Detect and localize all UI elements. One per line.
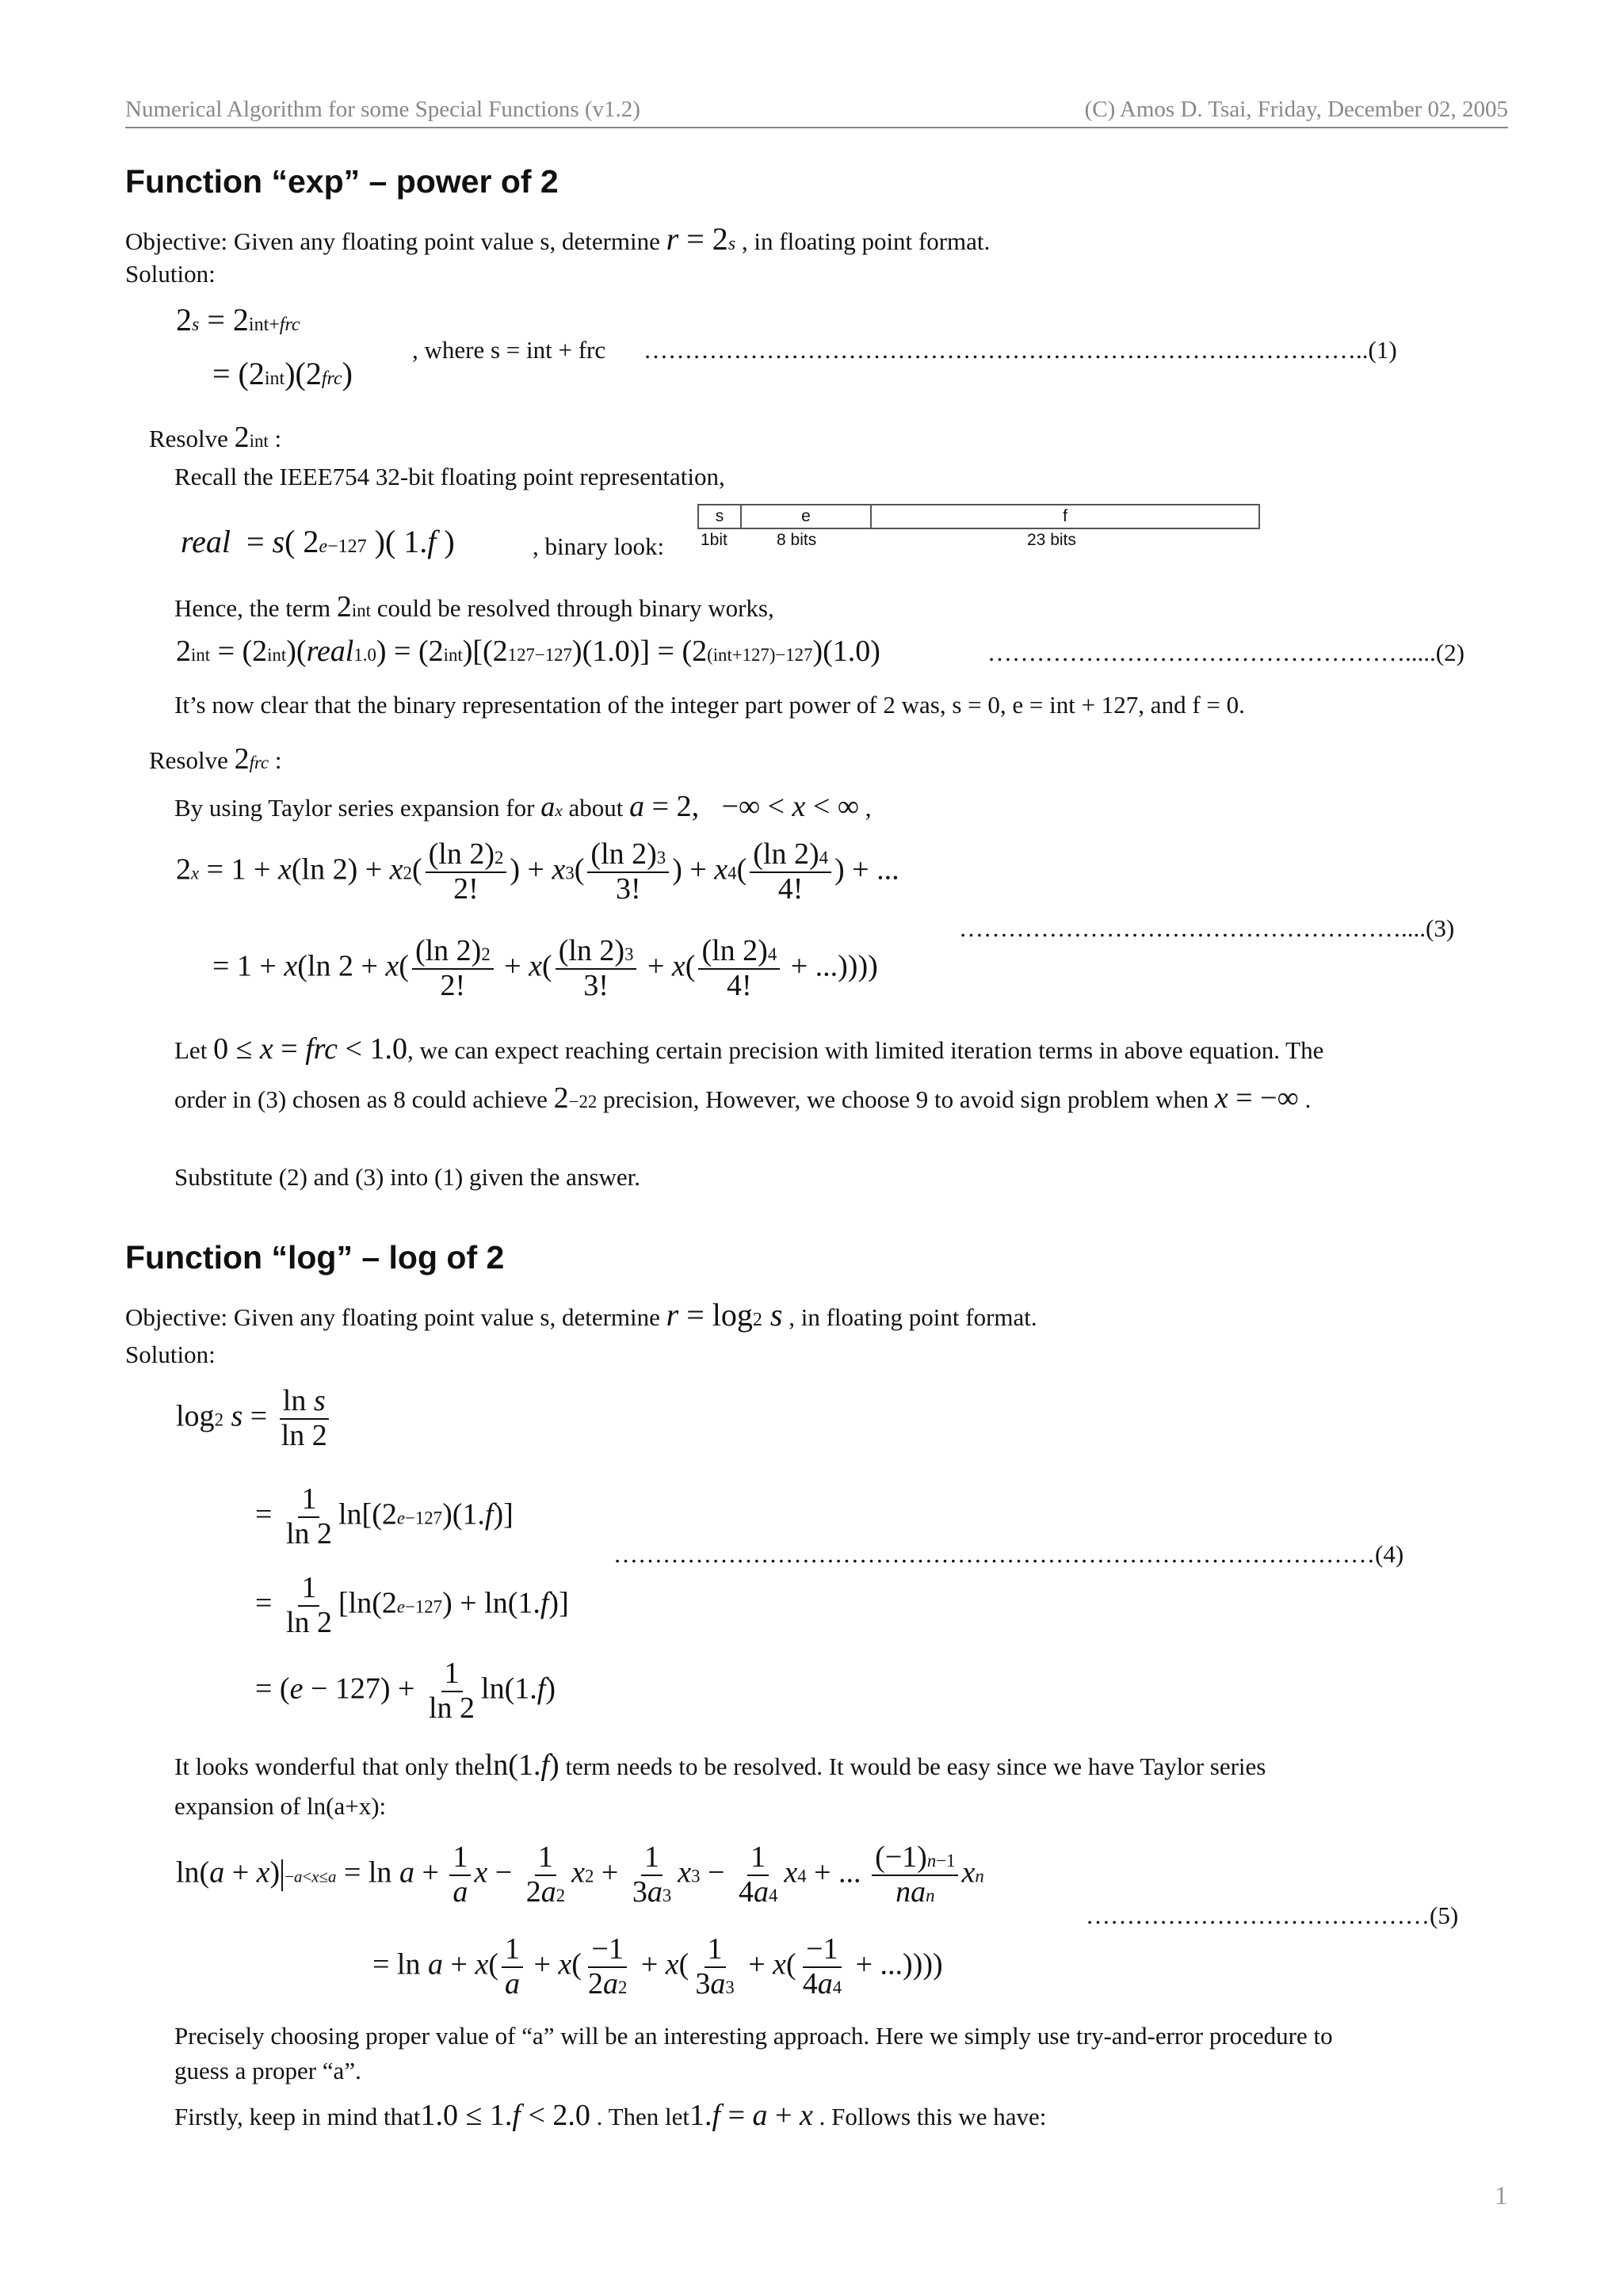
firstly-line: Firstly, keep in mind that1.0 ≤ 1.f < 2.0 . Then let1.f = a + x . Follows this we have: — [174, 2099, 1047, 2132]
eq3-line2: = 1 + x(ln 2 + x( $\frac{(\ln 2)^2}{2!}$ + x( $\frac{(\ln 2)^3}{3!}$ + x( $\frac{(\ln 2)^4}{4!}$ + ...)))) — [212, 934, 878, 1002]
real-representation: real = s( $2^{e-127}$ )( 1.f ) — [181, 524, 455, 559]
precisely-line2: guess a proper “a”. — [174, 2057, 361, 2084]
log-solution-label: Solution: — [125, 1341, 216, 1368]
clear-statement: It’s now clear that the binary representation of the integer part power of 2 was, s = 0, e = int + 127, and f = 0. — [174, 691, 1245, 719]
binary-look-label: , binary look: — [533, 532, 665, 560]
header-author-date: (C) Amos D. Tsai, Friday, December 02, 2005 — [1084, 97, 1508, 122]
page-header — [125, 97, 1508, 128]
eq3-line1: $2^x = 1 + x(\ln$ $2) + x^2$( $\frac{(\ln 2)^2}{2!}$ ) + $x^3$( $\frac{(\ln 2)^3}{3!}$ ) + $x^4$( $\frac{(\ln 2)^4}{4!}$ ) + ... — [176, 837, 899, 906]
eq4-line1: $\log_2 s$ = $\frac{\text{ln s}}{\ln 2}$ — [176, 1384, 327, 1452]
taylor-intro: By using Taylor series expansion for $a^x$ about a = 2, −∞ < x < ∞ , — [174, 790, 872, 823]
substitute-line: Substitute (2) and (3) into (1) given the answer. — [174, 1163, 641, 1191]
eq3-number: ………………………………………………....(3) — [959, 914, 1455, 942]
eq1-where: , where s = int + frc — [412, 336, 606, 364]
log-objective: Objective: Given any floating point value s, determine $r = \log_2 s$ , in floating point format. — [125, 1297, 1037, 1333]
eq4-line2: = $\frac{1}{\ln 2}$ $\ln[(2^{e-127})(1.f)]$ — [255, 1482, 514, 1550]
resolve-int: Resolve $2^{int}$ : — [149, 421, 282, 454]
expansion-label: expansion of ln(a+x): — [174, 1792, 387, 1820]
bit-len-f: 23 bits — [1027, 531, 1076, 549]
resolve-frc: Resolve $2^{frc}$ : — [149, 742, 282, 776]
order-line: order in (3) chosen as 8 could achieve $2^{-22}$ precision, However, we choose 9 to avoid sign problem when x = −∞ . — [174, 1081, 1312, 1115]
bit-len-s: 1bit — [701, 531, 727, 549]
bit-field-e: e — [742, 505, 872, 528]
let-line: Let 0 ≤ x = frc < 1.0, we can expect reaching certain precision with limited iteration terms in above equation. The — [174, 1032, 1324, 1066]
bit-field-s: s — [699, 505, 742, 528]
eq5-number: ……………………………………(5) — [1086, 1901, 1459, 1929]
eq4-line4: = (e − 127) + $\frac{1}{\ln 2}$ ln(1.f) — [255, 1657, 556, 1725]
exp-solution-label: Solution: — [125, 260, 216, 288]
looks-line: It looks wonderful that only theln(1.f) term needs to be resolved. It would be easy since we have Taylor series — [174, 1749, 1266, 1782]
section-log-title: Function “log” – log of 2 — [125, 1239, 505, 1276]
bit-len-e: 8 bits — [777, 531, 817, 549]
eq2-number: …………………………………………….....(2) — [987, 639, 1465, 666]
eq2: $2^{int}$ = $(2^{int})(real_{1.0}) = (2^{int})[(2^{127-127})(1.0)] = (2^{(int+127)-127})(1.0)$ — [176, 635, 880, 668]
eq4-number: …………………………………………………………………………………(4) — [613, 1540, 1404, 1568]
eq1-number: ……………………………………………………………………………..(1) — [643, 336, 1397, 364]
section-exp-title: Function “exp” – power of 2 — [125, 163, 559, 200]
header-title: Numerical Algorithm for some Special Functions (v1.2) — [125, 97, 640, 122]
eq1-line2: = $(2^{int})(2^{frc})$ — [212, 356, 353, 391]
eq5-line1: ln(a + x) $_{-a<x\le a}$ = ln a + $\frac{1}{a}$ x − $\frac{1}{2a^2}$ $x^2$ + $\frac{1}{3a^3}$ $x^3$ − $\frac{1}{4a^4}$ $x^4$ + ... $\frac{(-1)^{n-1}}{na^n}$ $x^n$ — [176, 1840, 984, 1909]
eq4-line3: = $\frac{1}{\ln 2}$ $[\ln(2^{e-127}) + \ln(1.f)]$ — [255, 1571, 569, 1639]
bit-field-f: f — [1063, 507, 1067, 525]
ieee-bit-layout — [697, 504, 1260, 529]
hence-line: Hence, the term $2^{int}$ could be resolved through binary works, — [174, 590, 774, 624]
precisely-line1: Precisely choosing proper value of “a” will be an interesting approach. Here we simply use try-and-error procedure to — [174, 2022, 1333, 2050]
exp-objective: Objective: Given any floating point value s, determine $r = 2^s$ , in floating point format. — [125, 221, 991, 257]
eq1-line1: $2^s = 2^{int+frc}$ — [176, 302, 300, 338]
recall-ieee: Recall the IEEE754 32-bit floating point representation, — [174, 463, 725, 490]
page-number: 1 — [1495, 2182, 1508, 2210]
eq5-line2: = ln a + x( $\frac{1}{a}$ + x( $\frac{-1}{2a^2}$ + x( $\frac{1}{3a^3}$ + x( $\frac{-1}{4a^4}$ + ...)))) — [372, 1932, 943, 2000]
